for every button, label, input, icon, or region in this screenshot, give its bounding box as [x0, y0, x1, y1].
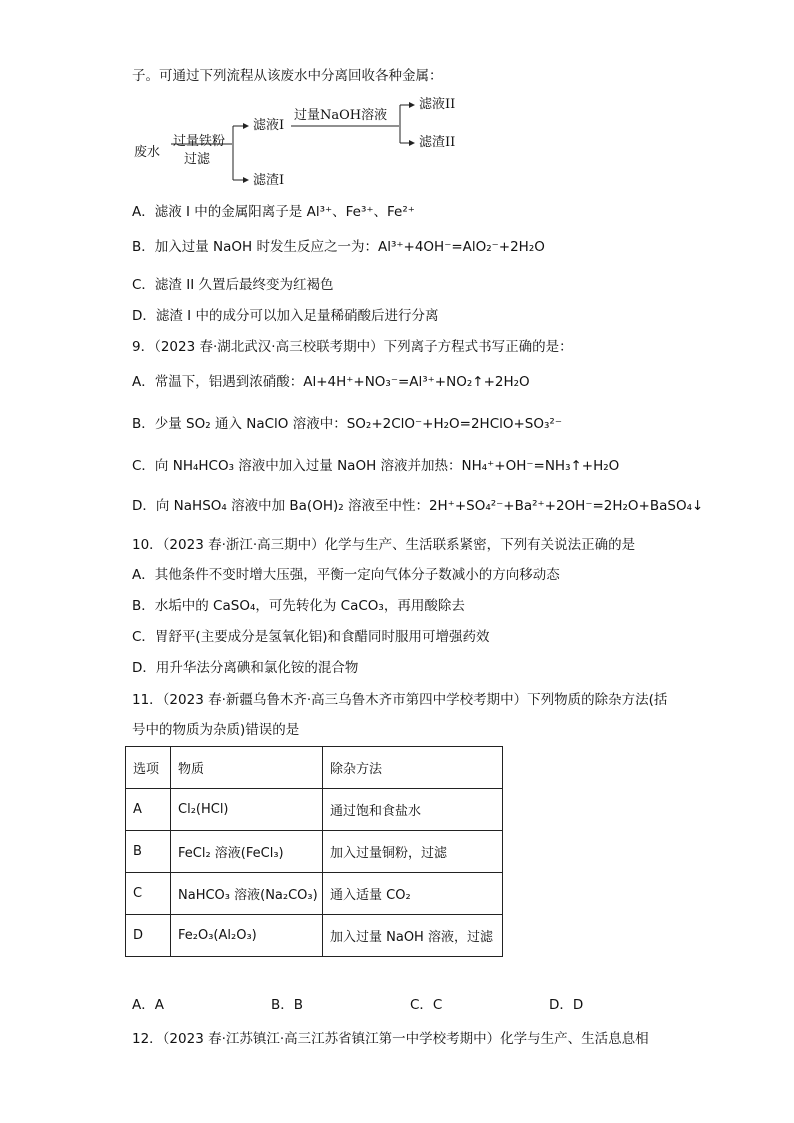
q9-option-a: A．常温下，铝遇到浓硝酸：Al+4H⁺+NO₃⁻=Al³⁺+NO₂↑+2H₂O: [132, 374, 530, 390]
arrow-head: [243, 177, 249, 183]
table-cell: Fe₂O₃(Al₂O₃): [171, 915, 323, 957]
flow-step1-operation: 过滤: [184, 152, 211, 167]
table-header-cell: 物质: [171, 747, 323, 789]
flow-residue-1: 滤渣I: [253, 173, 285, 188]
q11-table: [125, 746, 503, 957]
table-cell: A: [126, 789, 171, 831]
table-cell: NaHCO₃ 溶液(Na₂CO₃): [171, 873, 323, 915]
q9-option-c: C．向 NH₄HCO₃ 溶液中加入过量 NaOH 溶液并加热：NH₄⁺+OH⁻=NH₃↑+H₂O: [132, 458, 620, 474]
table-cell: 通入适量 CO₂: [323, 873, 503, 915]
q10-option-c: C．胃舒平(主要成分是氢氧化铝)和食醋同时服用可增强药效: [132, 629, 490, 645]
answer-option-c: C．C: [410, 997, 443, 1013]
q9-stem: 9．（2023 春·湖北武汉·高三校联考期中）下列离子方程式书写正确的是：: [132, 339, 573, 355]
q9-option-b: B．少量 SO₂ 通入 NaClO 溶液中：SO₂+2ClO⁻+H₂O=2HClO+SO₃²⁻: [132, 416, 562, 432]
answer-option-d: D．D: [549, 997, 584, 1013]
flow-step2-reagent: 过量NaOH溶液: [294, 108, 388, 123]
table-header-cell: 除杂方法: [323, 747, 503, 789]
separation-flow-diagram: [130, 92, 490, 192]
table-cell: 加入过量 NaOH 溶液，过滤: [323, 915, 503, 957]
q11-stem-line-1: 11．（2023 春·新疆乌鲁木齐·高三乌鲁木齐市第四中学校考期中）下列物质的除杂方法(括: [132, 692, 668, 708]
table-cell: Cl₂(HCl): [171, 789, 323, 831]
q8-option-d: D．滤渣 I 中的成分可以加入足量稀硝酸后进行分离: [132, 308, 439, 324]
table-header-row: [126, 747, 503, 789]
flow-filtrate-1: 滤液I: [253, 118, 285, 133]
flow-residue-2: 滤渣II: [419, 135, 456, 150]
table-cell: D: [126, 915, 171, 957]
q8-stem-continuation: 子。可通过下列流程从该废水中分离回收各种金属：: [132, 68, 443, 84]
arrow-head: [409, 140, 415, 146]
table-row: [126, 915, 503, 957]
table-row: [126, 873, 503, 915]
q11-stem-line-2: 号中的物质为杂质)错误的是: [132, 722, 300, 738]
q12-stem: 12．（2023 春·江苏镇江·高三江苏省镇江第一中学校考期中）化学与生产、生活息息相: [132, 1031, 649, 1047]
flow-step1-reagent: 过量铁粉: [173, 134, 226, 149]
table-cell: 通过饱和食盐水: [323, 789, 503, 831]
q8-option-c: C．滤渣 II 久置后最终变为红褐色: [132, 277, 334, 293]
arrow-head: [409, 102, 415, 108]
q10-option-a: A．其他条件不变时增大压强，平衡一定向气体分子数减小的方向移动态: [132, 567, 560, 583]
flow-wastewater: 废水: [134, 145, 161, 160]
answer-option-b: B．B: [271, 997, 304, 1013]
table-row: [126, 831, 503, 873]
q8-option-b: B．加入过量 NaOH 时发生反应之一为：Al³⁺+4OH⁻=AlO₂⁻+2H₂O: [132, 239, 545, 255]
q10-stem: 10．（2023 春·浙江·高三期中）化学与生产、生活联系紧密，下列有关说法正确的是: [132, 537, 636, 553]
q9-option-d: D．向 NaHSO₄ 溶液中加 Ba(OH)₂ 溶液至中性：2H⁺+SO₄²⁻+Ba²⁺+2OH⁻=2H₂O+BaSO₄↓: [132, 498, 704, 514]
q8-option-a: A．滤液 I 中的金属阳离子是 Al³⁺、Fe³⁺、Fe²⁺: [132, 204, 415, 220]
q10-option-d: D．用升华法分离碘和氯化铵的混合物: [132, 660, 359, 676]
table-header-cell: 选项: [126, 747, 171, 789]
table-cell: B: [126, 831, 171, 873]
arrow-head: [243, 123, 249, 129]
table-cell: C: [126, 873, 171, 915]
table-cell: 加入过量铜粉，过滤: [323, 831, 503, 873]
answer-option-a: A．A: [132, 997, 164, 1013]
q10-option-b: B．水垢中的 CaSO₄，可先转化为 CaCO₃，再用酸除去: [132, 598, 465, 614]
table-cell: FeCl₂ 溶液(FeCl₃): [171, 831, 323, 873]
table-row: [126, 789, 503, 831]
flow-filtrate-2: 滤液II: [419, 97, 456, 112]
